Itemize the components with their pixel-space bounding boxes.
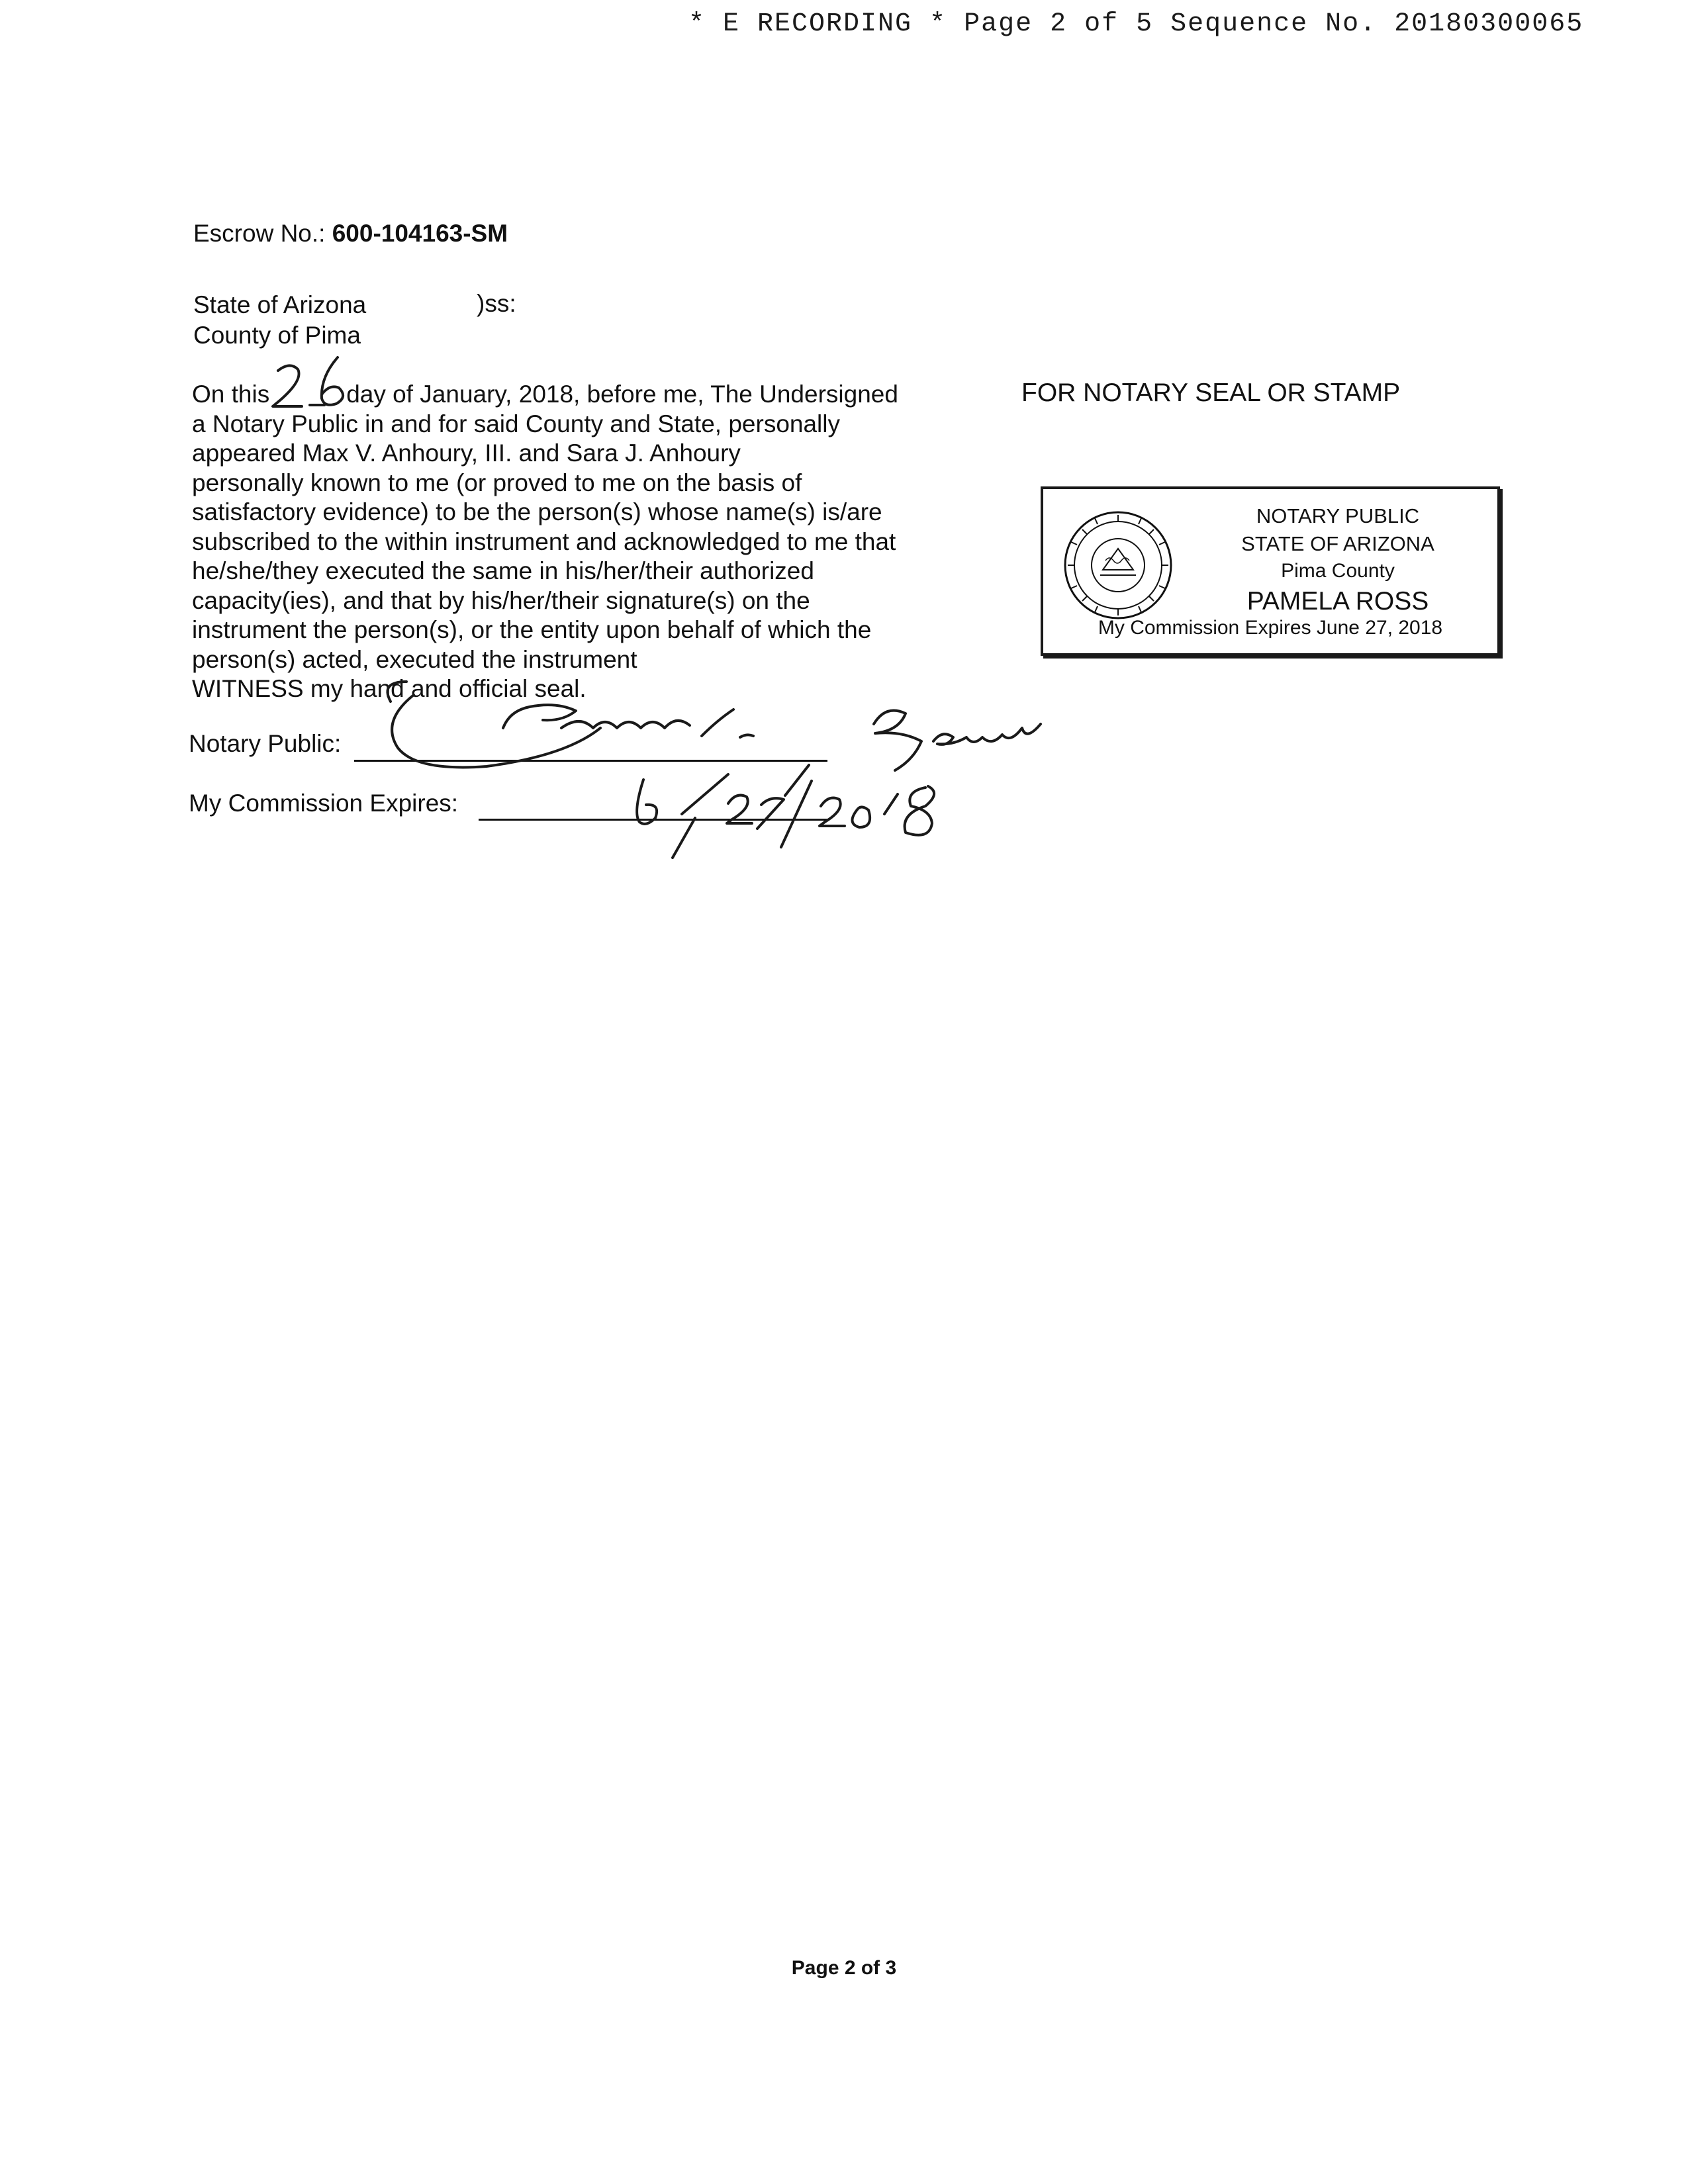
- page-footer: Page 2 of 3: [791, 1957, 897, 1979]
- stamp-line-notary: NOTARY PUBLIC: [1256, 504, 1420, 527]
- state-seal-icon: [1062, 509, 1174, 621]
- commission-expires-label: My Commission Expires:: [189, 790, 459, 817]
- notary-public-label: Notary Public:: [189, 730, 342, 757]
- ack-rest: day of January, 2018, before me, The Undersigned a Notary Public in and for said County and State, personally appeared Max V. Anhoury, III. and Sara J. Anhoury personally known to me (or proved to me on the basis of satisfactory evidence) to be the person(s) whose name(s) is/are subscribed to the within instrument and acknowledged to me that he/she/they executed the same in his/her/their authorized capacity(ies), and that by his/her/their signature(s) on the instrument the person(s), or the entity upon behalf of which the person(s) acted, executed the instrument WITNESS my hand and official seal.: [192, 381, 898, 702]
- escrow-line: [193, 220, 508, 248]
- escrow-number: 600-104163-SM: [332, 220, 508, 247]
- ack-prefix: On this: [192, 381, 270, 408]
- stamp-text: [1192, 502, 1483, 619]
- recording-header: * E RECORDING * Page 2 of 5 Sequence No. 20180300065: [688, 9, 1584, 39]
- commission-date-line: [479, 819, 829, 821]
- stamp-line-county: Pima County: [1281, 560, 1395, 582]
- seal-area-label: FOR NOTARY SEAL OR STAMP: [1021, 379, 1401, 407]
- venue-ss: )ss:: [477, 290, 516, 317]
- handwritten-commission-date: [637, 765, 934, 858]
- stamp-line-state: STATE OF ARIZONA: [1241, 532, 1434, 555]
- venue-block: [193, 290, 366, 351]
- venue-state: State of Arizona: [193, 291, 367, 318]
- signature-line: [354, 760, 827, 762]
- venue-county: County of Pima: [193, 322, 361, 349]
- stamp-notary-name: PAMELA ROSS: [1246, 587, 1429, 615]
- stamp-expiration: My Commission Expires June 27, 2018: [1098, 617, 1443, 639]
- escrow-label: Escrow No.:: [193, 220, 326, 247]
- acknowledgment-paragraph: [192, 380, 966, 704]
- notary-stamp: [1041, 486, 1500, 656]
